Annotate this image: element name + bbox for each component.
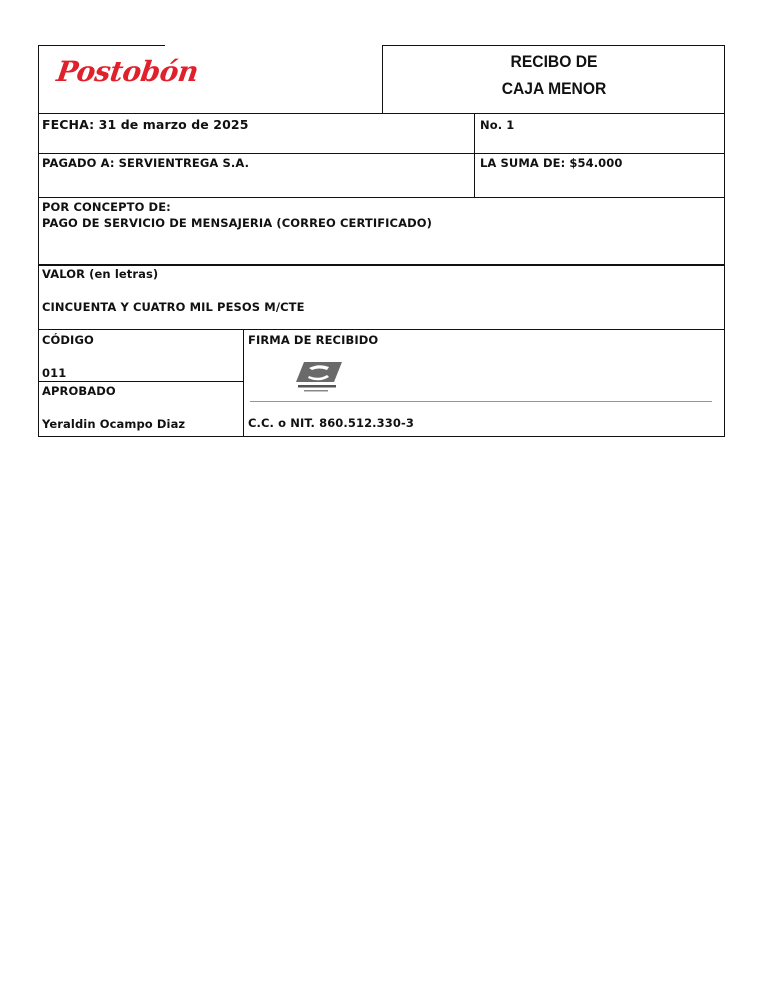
receipt-title bbox=[397, 48, 712, 102]
postobon-logo: Postobón bbox=[54, 55, 201, 88]
servientrega-stamp bbox=[294, 360, 346, 400]
nit-field: C.C. o NIT. 860.512.330-3 bbox=[248, 416, 414, 430]
border-top-left bbox=[38, 45, 165, 46]
fecha-field: FECHA: 31 de marzo de 2025 bbox=[42, 117, 249, 132]
signature-line bbox=[250, 401, 712, 402]
row-line-3 bbox=[38, 197, 725, 198]
col-divider-no bbox=[474, 113, 475, 197]
row-line-4 bbox=[38, 264, 725, 266]
header-divider bbox=[382, 45, 383, 113]
concepto-label: POR CONCEPTO DE: bbox=[42, 200, 171, 214]
codigo-value: 011 bbox=[42, 366, 67, 380]
aprobado-value: Yeraldin Ocampo Diaz bbox=[42, 417, 186, 431]
row-line-1 bbox=[38, 113, 725, 114]
border-right bbox=[724, 45, 725, 437]
row-line-6 bbox=[38, 381, 243, 382]
receipt-number: No. 1 bbox=[480, 118, 515, 132]
servientrega-logo-icon bbox=[294, 360, 346, 396]
firma-label: FIRMA DE RECIBIDO bbox=[248, 333, 379, 347]
aprobado-label: APROBADO bbox=[42, 384, 116, 398]
title-line-1: RECIBO DE bbox=[510, 52, 598, 71]
codigo-label: CÓDIGO bbox=[42, 333, 94, 347]
valor-value: CINCUENTA Y CUATRO MIL PESOS M/CTE bbox=[42, 300, 305, 314]
title-line-2: CAJA MENOR bbox=[501, 79, 607, 98]
valor-label: VALOR (en letras) bbox=[42, 267, 159, 281]
petty-cash-receipt bbox=[38, 45, 725, 437]
concepto-value: PAGO DE SERVICIO DE MENSAJERIA (CORREO CERTIFICADO) bbox=[42, 216, 432, 230]
suma-field: LA SUMA DE: $54.000 bbox=[480, 156, 623, 170]
row-line-5 bbox=[38, 329, 725, 330]
pagado-a-field: PAGADO A: SERVIENTREGA S.A. bbox=[42, 156, 250, 170]
row-line-2 bbox=[38, 153, 725, 154]
col-divider-firma bbox=[243, 329, 244, 437]
border-left bbox=[38, 45, 39, 437]
border-bottom bbox=[38, 436, 725, 437]
border-top-right bbox=[382, 45, 725, 46]
